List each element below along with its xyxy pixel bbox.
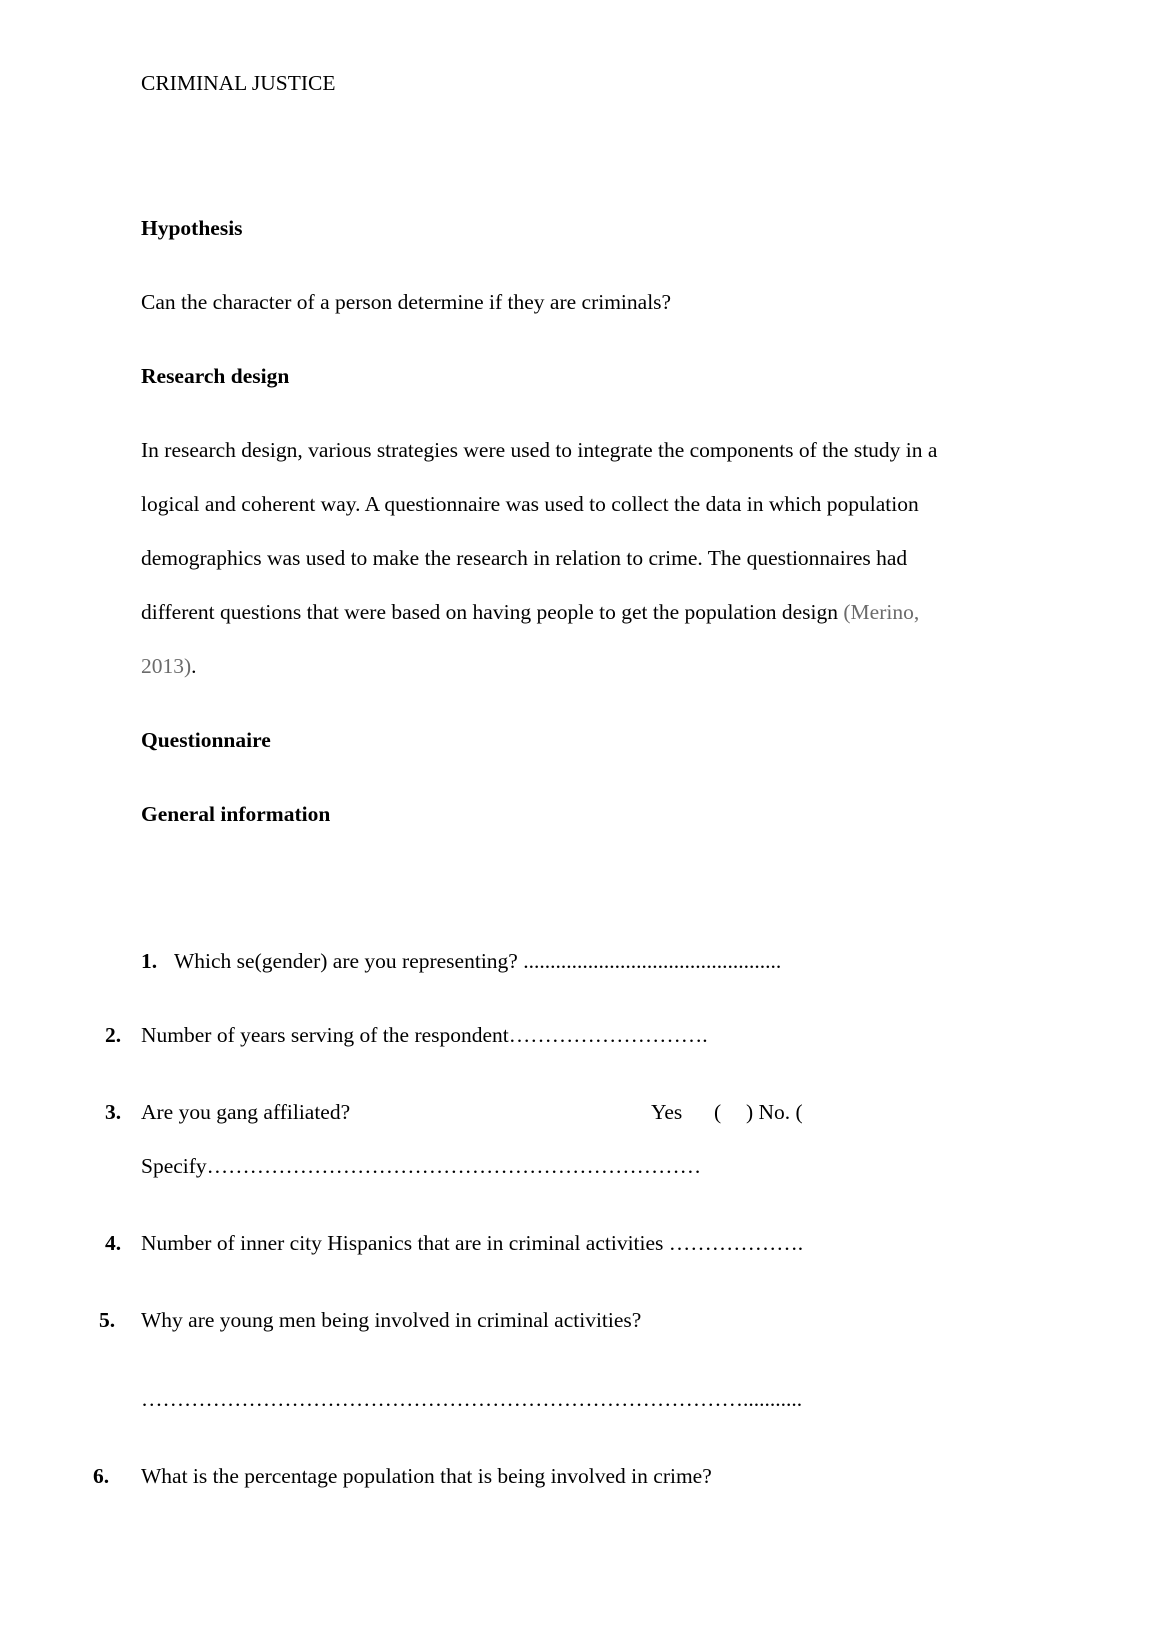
hypothesis-text: Can the character of a person determine if they are criminals? <box>141 290 672 314</box>
question-3-number: 3. <box>105 1100 122 1124</box>
question-4-text: Number of inner city Hispanics that are in criminal activities ………………. <box>141 1231 804 1255</box>
question-5-text: Why are young men being involved in criminal activities? <box>141 1308 642 1332</box>
research-paragraph-line-1: In research design, various strategies were used to integrate the components of the study in a <box>141 438 938 462</box>
question-1-text: Which se(gender) are you representing? ................................................ <box>174 949 782 973</box>
question-4-number: 4. <box>105 1231 122 1255</box>
question-3-text: Are you gang affiliated? <box>141 1100 351 1124</box>
question-2-text: Number of years serving of the respondent………………………. <box>141 1023 708 1047</box>
research-paragraph-line-4 <box>141 602 919 624</box>
research-design-heading: Research design <box>141 364 290 388</box>
question-6-number: 6. <box>93 1464 110 1488</box>
question-5-answer-line[interactable]: …………………………………………………………………………........... <box>141 1387 803 1411</box>
research-line-4-text: different questions that were based on having people to get the population design <box>141 600 844 624</box>
research-paragraph-line-5 <box>141 656 197 678</box>
citation-author: (Merino, <box>843 600 920 624</box>
research-paragraph-line-2: logical and coherent way. A questionnaire was used to collect the data in which population <box>141 492 919 516</box>
question-3-specify-line[interactable]: Specify…………………………………………………………… <box>141 1154 702 1178</box>
research-paragraph-line-3: demographics was used to make the research in relation to crime. The questionnaires had <box>141 546 908 570</box>
hypothesis-heading: Hypothesis <box>141 216 243 240</box>
questionnaire-heading: Questionnaire <box>141 728 271 752</box>
question-2-number: 2. <box>105 1023 122 1047</box>
question-3-yes-checkbox[interactable]: ( <box>714 1100 722 1124</box>
running-head: CRIMINAL JUSTICE <box>141 71 336 95</box>
citation-year: 2013) <box>141 654 192 678</box>
general-information-heading: General information <box>141 802 331 826</box>
citation-period: . <box>191 654 197 678</box>
question-5-number: 5. <box>99 1308 116 1332</box>
question-3-no-checkbox[interactable]: ) No. ( <box>746 1100 803 1124</box>
question-1-number: 1. <box>141 949 158 973</box>
question-3-yes-label: Yes <box>651 1100 683 1124</box>
question-6-text: What is the percentage population that is being involved in crime? <box>141 1464 712 1488</box>
